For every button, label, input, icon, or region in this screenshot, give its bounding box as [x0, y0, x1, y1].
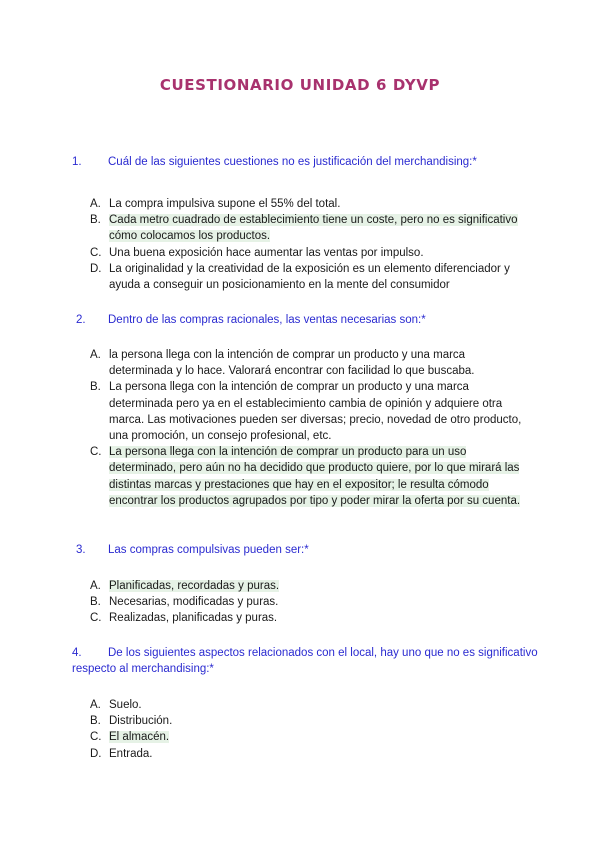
option-d: D. Entrada.: [90, 747, 153, 760]
question-number: 4.: [72, 647, 82, 659]
question-number: 1.: [72, 156, 82, 168]
question-text: Las compras compulsivas pueden ser:*: [108, 544, 309, 556]
option-b: B. Necesarias, modificadas y puras.: [90, 596, 279, 609]
question-text: Dentro de las compras racionales, las ventas necesarias son:*: [108, 314, 426, 326]
question-3-options: [90, 578, 530, 627]
question-3: [76, 542, 536, 558]
question-4-options: [90, 697, 530, 762]
document-title: CUESTIONARIO UNIDAD 6 DYVP: [159, 76, 441, 94]
option-a: A. Suelo.: [90, 699, 142, 711]
question-2: [76, 312, 536, 328]
option-d: D. La originalidad y la creatividad de la exposición es un elemento diferenciador y ayuda a conseguir un posicionamiento en la mente del consumidor: [90, 262, 510, 292]
option-b: B. Distribución.: [90, 715, 173, 728]
option-a: A. La compra impulsiva supone el 55% del total.: [90, 198, 341, 210]
option-c: C. Una buena exposición hace aumentar las ventas por impulso.: [90, 246, 424, 259]
question-text: Cuál de las siguientes cuestiones no es justificación del merchandising:*: [108, 156, 477, 168]
question-text: De los siguientes aspectos relacionados con el local, hay uno que no es significativo respecto al merchandising:*: [72, 647, 538, 675]
question-number: 3.: [76, 544, 86, 556]
question-2-options: [90, 347, 530, 509]
question-1: [72, 154, 532, 170]
option-c: C. La persona llega con la intención de comprar un producto para un uso determinado, pero aún no ha decidido que producto quiere, por lo que mirará las distintas marcas y prestaciones que hay en el expositor; le resulta cómodo encontrar los productos agrupados por tipo y poder mirar la oferta por su cuenta.: [90, 446, 521, 507]
option-c: C. El almacén.: [90, 731, 170, 744]
question-number: 2.: [76, 314, 86, 326]
option-a: A. Planificadas, recordadas y puras.: [90, 580, 280, 592]
option-a: A. la persona llega con la intención de comprar un producto y una marca determinada y lo hace. Valorará encontrar con facilidad lo que buscaba.: [90, 349, 475, 378]
option-c: C. Realizadas, planificadas y puras.: [90, 612, 278, 625]
question-1-options: [90, 196, 530, 293]
question-4: [72, 645, 542, 677]
option-b: B. Cada metro cuadrado de establecimiento tiene un coste, pero no es significativo cómo colocamos los productos.: [90, 214, 518, 243]
option-b: B. La persona llega con la intención de comprar un producto y una marca determinada pero ya en el establecimiento cambia de opinión y adquiere otra marca. Las motivaciones pueden ser diversas; precio, novedad de otro producto, una promoción, un consejo profesional, etc.: [90, 381, 522, 443]
